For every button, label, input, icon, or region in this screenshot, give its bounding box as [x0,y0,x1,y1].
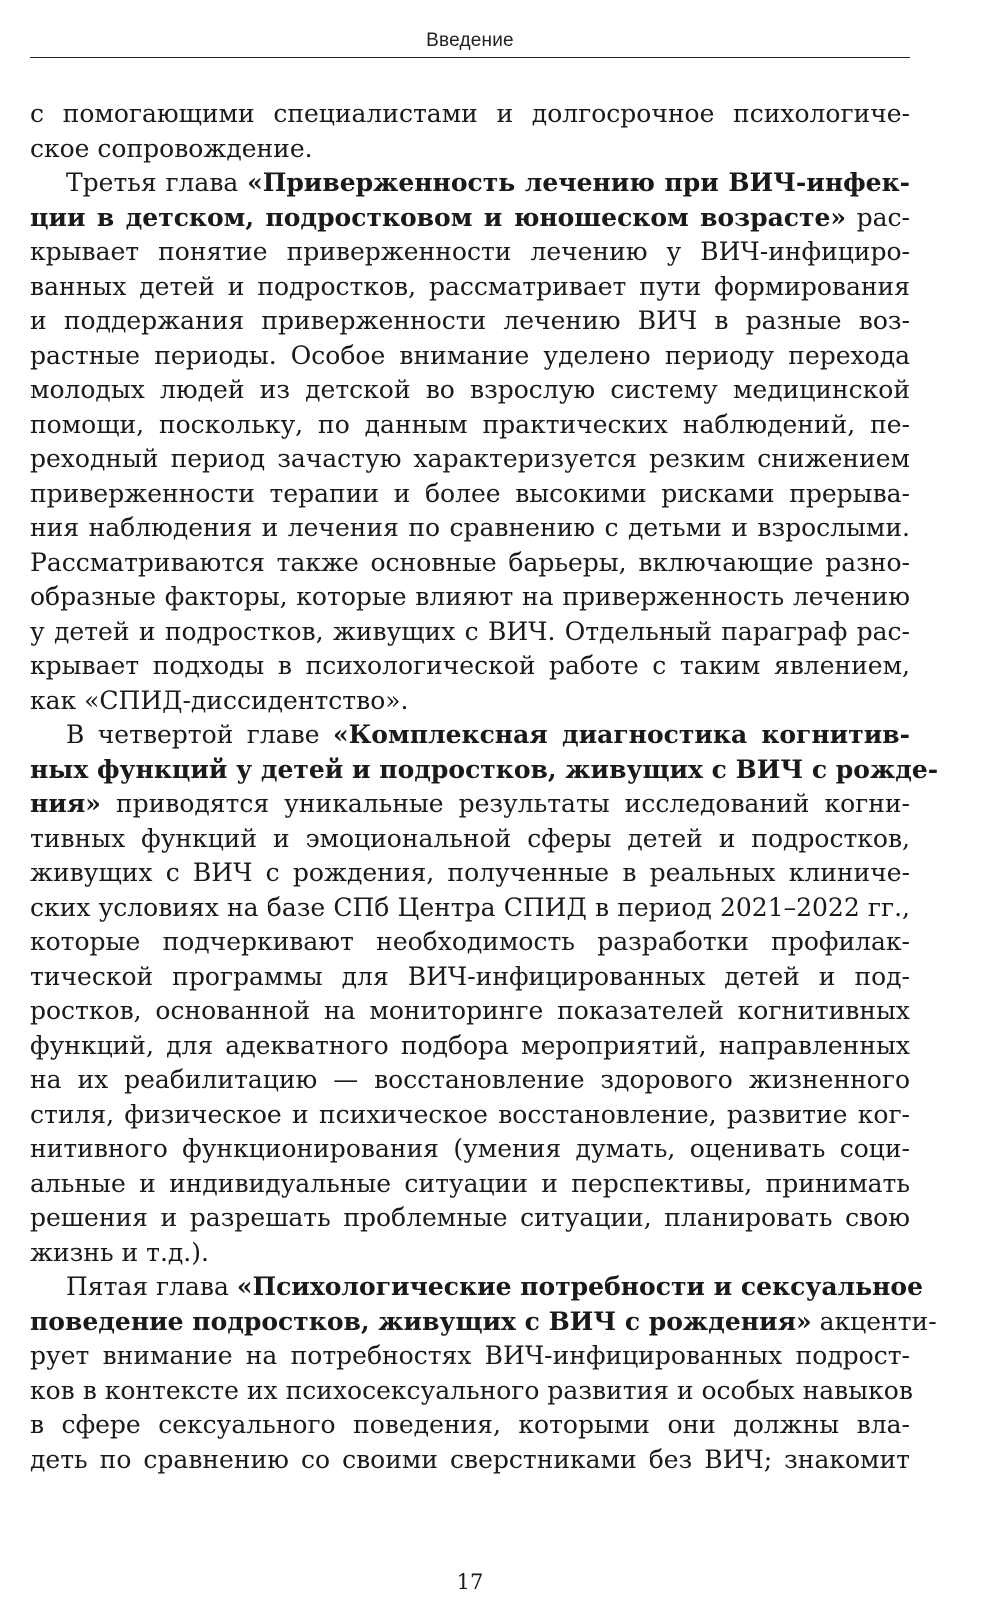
text-line: ванных детей и подростков, рассматривает пути формирования [30,271,910,301]
text-line: растные периоды. Особое внимание уделено периоду перехода [30,340,910,370]
chapter-title-text: поведение подростков, живущих с ВИЧ с рождения» [30,1306,812,1336]
text-line: решения и разрешать проблемные ситуации, планировать свою [30,1203,910,1232]
text-line: помощи, поскольку, по данным практических наблюдений, пе- [30,409,910,439]
text-line: деть по сравнению со своими сверстниками без ВИЧ; знакомит [30,1444,910,1474]
text-line: рует внимание на потребностях ВИЧ-инфицированных подрост- [30,1341,910,1370]
text-line: жизнь и т.д.). [30,1237,209,1267]
text-line: ских условиях на базе СПб Центра СПИД в период 2021–2022 гг., [30,892,910,922]
text-line: ков в контексте их психосексуального развития и особых навыков [30,1375,913,1405]
paragraph-first-line [30,718,910,753]
text-line: которые подчеркивают необходимость разработки профилак- [30,927,910,956]
chapter-title-text: «Психологические потребности и сексуальное [236,1272,924,1301]
text-line: нитивного функционирования (умения думать, оценивать соци- [30,1134,910,1163]
text-line: альные и индивидуальные ситуации и перспективы, принимать [30,1168,910,1198]
chapter-title-text: ных функций у детей и подростков, живущих с ВИЧ с рожде- [30,754,939,784]
text-line: ростков, основанной на мониторинге показателей когнитивных [30,996,910,1025]
text-span: акценти- [811,1306,937,1336]
chapter-title-text: «Приверженность лечению при ВИЧ-инфек- [247,168,910,197]
text-line: с помогающими специалистами и долгосрочное психологиче- [30,99,910,128]
chapter-title-text: «Комплексная диагностика когнитив- [332,720,910,749]
text-line: крывает подходы в психологической работе с таким явлением, [30,651,910,680]
text-line: приверженности терапии и более высокими рисками прерыва- [30,478,910,508]
text-span: В четвертой главе [66,720,333,749]
text-span: приводятся уникальные результаты исследований когни- [100,789,910,818]
text-line: у детей и подростков, живущих с ВИЧ. Отдельный параграф рас- [30,616,910,646]
text-line: ния наблюдения и лечения по сравнению с детьми и взрослыми. [30,513,910,542]
chapter-title-text: ния» [30,789,101,818]
text-line [30,787,910,822]
text-line: ское сопровождение. [30,133,313,163]
text-line: как «СПИД-диссидентство». [30,685,409,715]
text-line: функций, для адекватного подбора мероприятий, направленных [30,1030,910,1060]
chapter-title-text: ции в детском, подростковом и юношеском возрасте» [30,202,847,232]
paragraph-first-line [30,166,910,201]
text-line: и поддержания приверженности лечению ВИЧ в разные воз- [30,306,910,335]
text-line: тической программы для ВИЧ-инфицированных детей и под- [30,961,910,991]
header-rule [30,57,910,58]
paragraph-first-line [30,1270,924,1305]
text-line: реходный период зачастую характеризуется резким снижением [30,444,910,473]
text-line: Рассматриваются также основные барьеры, включающие разно- [30,547,910,577]
text-line [30,1305,937,1340]
text-span: Третья глава [66,168,248,197]
page-number: 17 [456,1570,484,1594]
text-line: стиля, физическое и психическое восстановление, развитие ког- [30,1099,910,1129]
text-line: тивных функций и эмоциональной сферы детей и подростков, [30,823,910,853]
text-line: крывает понятие приверженности лечению у ВИЧ-инфициро- [30,237,910,266]
text-line [30,753,939,788]
text-line: образные факторы, которые влияют на приверженность лечению [30,582,910,611]
text-line: на их реабилитацию — восстановление здорового жизненного [30,1065,910,1094]
text-line: в сфере сексуального поведения, которыми они должны вла- [30,1410,910,1439]
text-span: Пятая глава [66,1272,237,1301]
text-line: живущих с ВИЧ с рождения, полученные в реальных клиниче- [30,858,910,887]
body-text [30,97,939,1477]
text-line: молодых людей из детской во взрослую систему медицинской [30,375,910,404]
text-span: рас- [846,202,910,232]
text-line [30,201,910,236]
running-head: Введение [426,30,514,51]
